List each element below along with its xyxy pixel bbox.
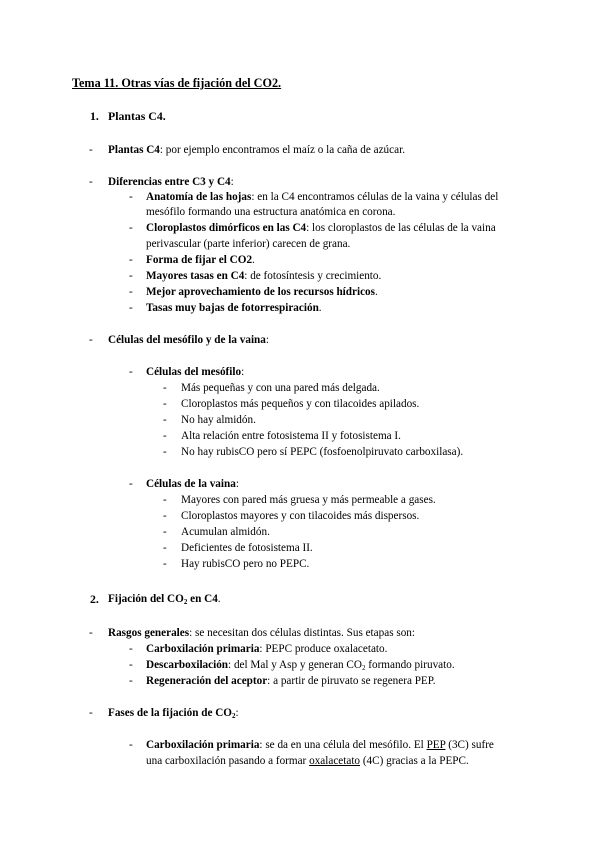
mesofilo-heading [146, 365, 244, 379]
item-text: . [252, 254, 255, 266]
bullet-dash: - [163, 510, 167, 522]
mesofilo-label: Células del mesófilo [146, 366, 242, 378]
item-text: : a partir de piruvato se regenera PEP. [267, 675, 436, 687]
rasgos-item [146, 674, 436, 688]
celulas-heading [108, 333, 269, 347]
plantas-c4-label: Plantas C4 [108, 144, 160, 156]
bullet-dash: - [129, 286, 133, 298]
fases-label: Fases de la fijación de CO [108, 707, 232, 719]
bullet-dash: - [129, 191, 133, 203]
fases-item [146, 738, 494, 752]
bullet-dash: - [129, 254, 133, 266]
mesofilo-item: Cloroplastos más pequeños y con tilacoides apilados. [181, 398, 420, 410]
bullet-dash: - [129, 366, 133, 378]
mesofilo-item: No hay rubisCO pero sí PEPC (fosfoenolpiruvato carboxilasa). [181, 446, 464, 458]
mesofilo-item: Más pequeñas y con una pared más delgada. [181, 382, 380, 394]
colon: : [241, 366, 245, 378]
rasgos-item [146, 642, 387, 656]
item-text: : en la C4 encontramos células de la vaina y células del [251, 191, 499, 203]
diferencias-label: Diferencias entre C3 y C4 [108, 176, 231, 188]
diferencias-item [146, 285, 378, 299]
vaina-item: Cloroplastos mayores y con tilacoides más dispersos. [181, 510, 420, 522]
colon: : [235, 478, 239, 490]
item-text: (4C) gracias a la PEPC. [360, 755, 469, 767]
vaina-heading [146, 477, 239, 491]
bullet-dash: - [129, 739, 133, 751]
section-1-number: 1. [90, 109, 99, 123]
bullet-dash: - [163, 446, 167, 458]
fases-heading [108, 706, 239, 720]
item-label: Anatomía de las hojas [146, 191, 252, 203]
item-text: : del Mal y Asp y generan CO [228, 659, 362, 671]
document-title: Tema 11. Otras vías de fijación del CO2. [72, 76, 282, 90]
rasgos-text: : se necesitan dos células distintas. Sus etapas son: [189, 627, 415, 639]
section-1-heading: Plantas C4. [108, 109, 166, 123]
diferencias-item [146, 221, 496, 235]
section-2-number: 2. [90, 592, 99, 606]
colon: : [265, 334, 269, 346]
plantas-c4-text: : por ejemplo encontramos el maíz o la caña de azúcar. [159, 144, 405, 156]
underlined-term: PEP [426, 739, 446, 751]
bullet-dash: - [129, 270, 133, 282]
rasgos-label: Rasgos generales [108, 627, 190, 639]
item-text: : de fotosíntesis y crecimiento. [244, 270, 382, 282]
item-text: formando piruvato. [365, 659, 455, 671]
item-label: Mejor aprovechamiento de los recursos hídricos [146, 286, 376, 298]
vaina-item: Mayores con pared más gruesa y más permeable a gases. [181, 494, 436, 506]
bullet-dash: - [129, 302, 133, 314]
bullet-dash: - [129, 643, 133, 655]
colon: : [230, 176, 234, 188]
celulas-label: Células del mesófilo y de la vaina [108, 334, 266, 346]
bullet-dash: - [89, 627, 93, 639]
diferencias-item [146, 190, 498, 204]
diferencias-item [146, 253, 255, 267]
bullet-dash: - [89, 334, 93, 346]
item-text: : PEPC produce oxalacetato. [259, 643, 388, 655]
item-text: una carboxilación pasando a formar [146, 755, 310, 767]
item-text: . [375, 286, 378, 298]
plantas-c4-item [108, 143, 405, 157]
section-2-heading [108, 592, 221, 606]
bullet-dash: - [163, 430, 167, 442]
item-text: : se da en una célula del mesófilo. El [259, 739, 427, 751]
item-label: Carboxilación primaria [146, 643, 260, 655]
bullet-dash: - [89, 707, 93, 719]
diferencias-heading [108, 175, 234, 189]
subscript: 2 [232, 712, 236, 720]
bullet-dash: - [129, 675, 133, 687]
item-label: Forma de fijar el CO2 [146, 254, 253, 266]
heading-part: Fijación del CO [108, 593, 184, 605]
bullet-dash: - [163, 398, 167, 410]
heading-end: . [217, 593, 221, 605]
mesofilo-item: Alta relación entre fotosistema II y fotosistema I. [181, 430, 401, 442]
bullet-dash: - [129, 659, 133, 671]
underlined-term: oxalacetato [309, 755, 361, 767]
vaina-item: Deficientes de fotosistema II. [181, 542, 313, 554]
rasgos-heading [108, 626, 415, 640]
diferencias-item [146, 269, 381, 283]
item-label: Tasas muy bajas de fotorrespiración [146, 302, 319, 314]
subscript: 2 [361, 664, 366, 672]
bullet-dash: - [163, 542, 167, 554]
item-label: Descarboxilación [146, 659, 229, 671]
colon: : [235, 707, 239, 719]
item-label: Mayores tasas en C4 [146, 270, 245, 282]
bullet-dash: - [163, 382, 167, 394]
vaina-item: Hay rubisCO pero no PEPC. [181, 558, 310, 570]
diferencias-item-continuation: mesófilo formando una estructura anatómica en corona. [146, 206, 396, 218]
bullet-dash: - [89, 144, 93, 156]
item-text: : los cloroplastos de las células de la vaina [306, 222, 496, 234]
bullet-dash: - [89, 176, 93, 188]
bullet-dash: - [129, 478, 133, 490]
bullet-dash: - [163, 494, 167, 506]
fases-item-continuation [146, 754, 469, 768]
vaina-label: Células de la vaina [146, 478, 236, 490]
bullet-dash: - [163, 414, 167, 426]
diferencias-item [146, 301, 322, 315]
heading-part: en C4 [187, 593, 218, 605]
item-label: Cloroplastos dimórficos en las C4 [146, 222, 307, 234]
mesofilo-item: No hay almidón. [181, 414, 256, 426]
subscript: 2 [183, 598, 188, 606]
diferencias-item-continuation: perivascular (parte inferior) carecen de grana. [146, 238, 351, 250]
item-text: . [318, 302, 322, 314]
rasgos-item [146, 658, 455, 672]
item-label: Carboxilación primaria [146, 739, 260, 751]
bullet-dash: - [129, 222, 133, 234]
item-text: (3C) sufre [445, 739, 494, 751]
bullet-dash: - [163, 526, 167, 538]
vaina-item: Acumulan almidón. [181, 526, 270, 538]
item-label: Regeneración del aceptor [146, 675, 268, 687]
bullet-dash: - [163, 558, 167, 570]
